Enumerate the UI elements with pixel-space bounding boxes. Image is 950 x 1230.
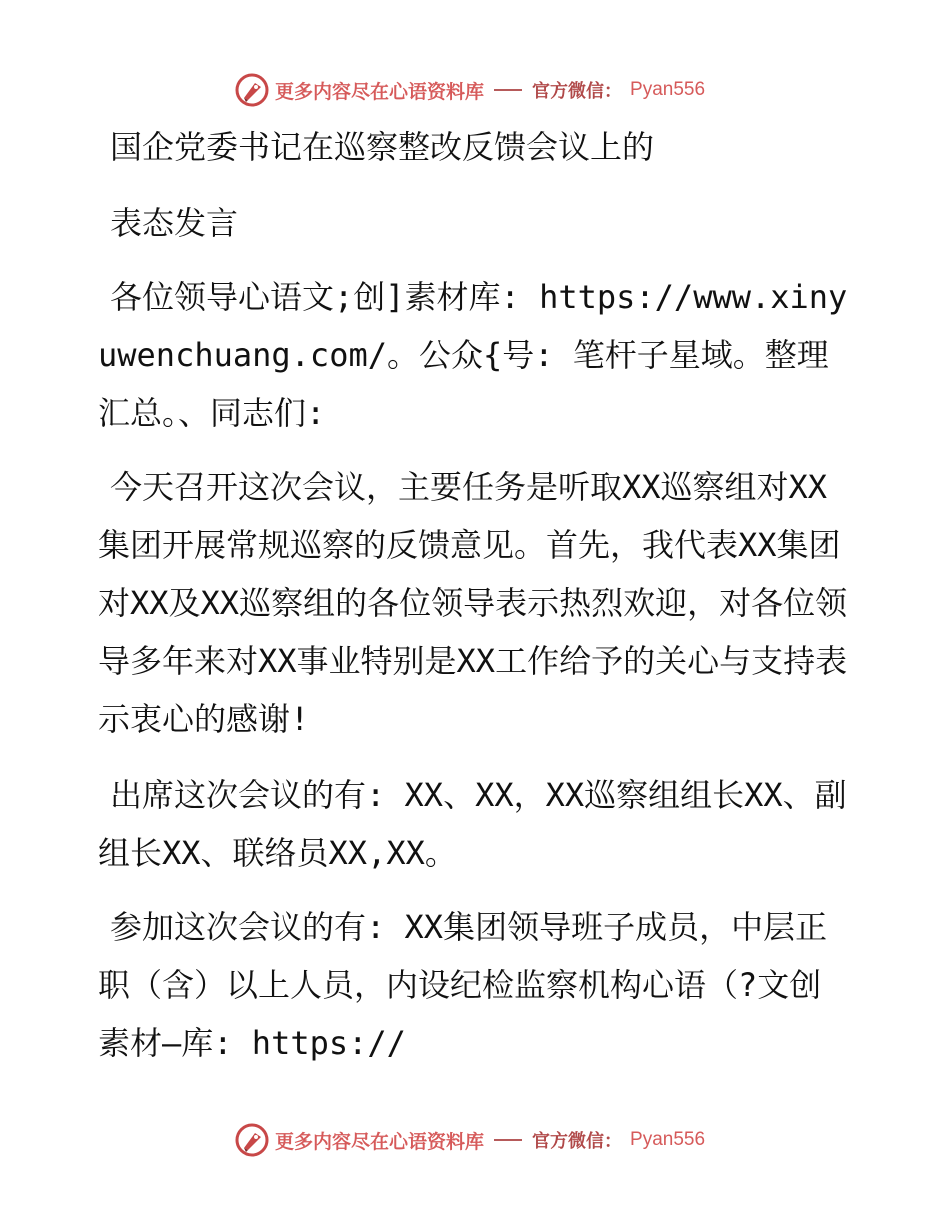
watermark-account-label: 官方微信： [532,81,623,102]
paragraph-greeting: 各位领导心语文;创]素材库: https://www.xinyuwenchuang.com/。公众{号: 笔杆子星域。整理汇总。、同志们: [98,278,848,432]
watermark-separator [494,1139,522,1141]
watermark-separator [494,89,522,91]
paragraph-attendees: 出席这次会议的有: XX、XX，XX巡察组组长XX、副组长XX、联络员XX,XX。 [98,776,847,872]
document-title-line-2: 表态发言 [110,204,239,242]
watermark-account-label: 官方微信： [532,1131,623,1152]
document-title-line-1: 国企党委书记在巡察整改反馈会议上的 [110,128,655,166]
watermark-slogan: 更多内容尽在心语资料库 [275,80,485,103]
watermark-account-id: Pyan556 [630,1129,706,1150]
pen-nib-circle-icon [235,73,269,107]
paragraph-opening: 今天召开这次会议，主要任务是听取XX巡察组对XX集团开展常规巡察的反馈意见。首先，我代表XX集团对XX及XX巡察组的各位领导表示热烈欢迎，对各位领导多年来对XX事业特别是XX工作给予的关心与支持表示衷心的感谢! [98,468,848,738]
pen-nib-circle-icon [235,1123,269,1157]
paragraph-participants: 参加这次会议的有: XX集团领导班子成员，中层正职（含）以上人员，内设纪检监察机构心语（?文创素材—库: https:// [98,908,828,1062]
header-watermark [235,72,715,108]
watermark-account-id: Pyan556 [630,79,706,100]
watermark-slogan: 更多内容尽在心语资料库 [275,1130,485,1153]
footer-watermark [235,1122,715,1158]
